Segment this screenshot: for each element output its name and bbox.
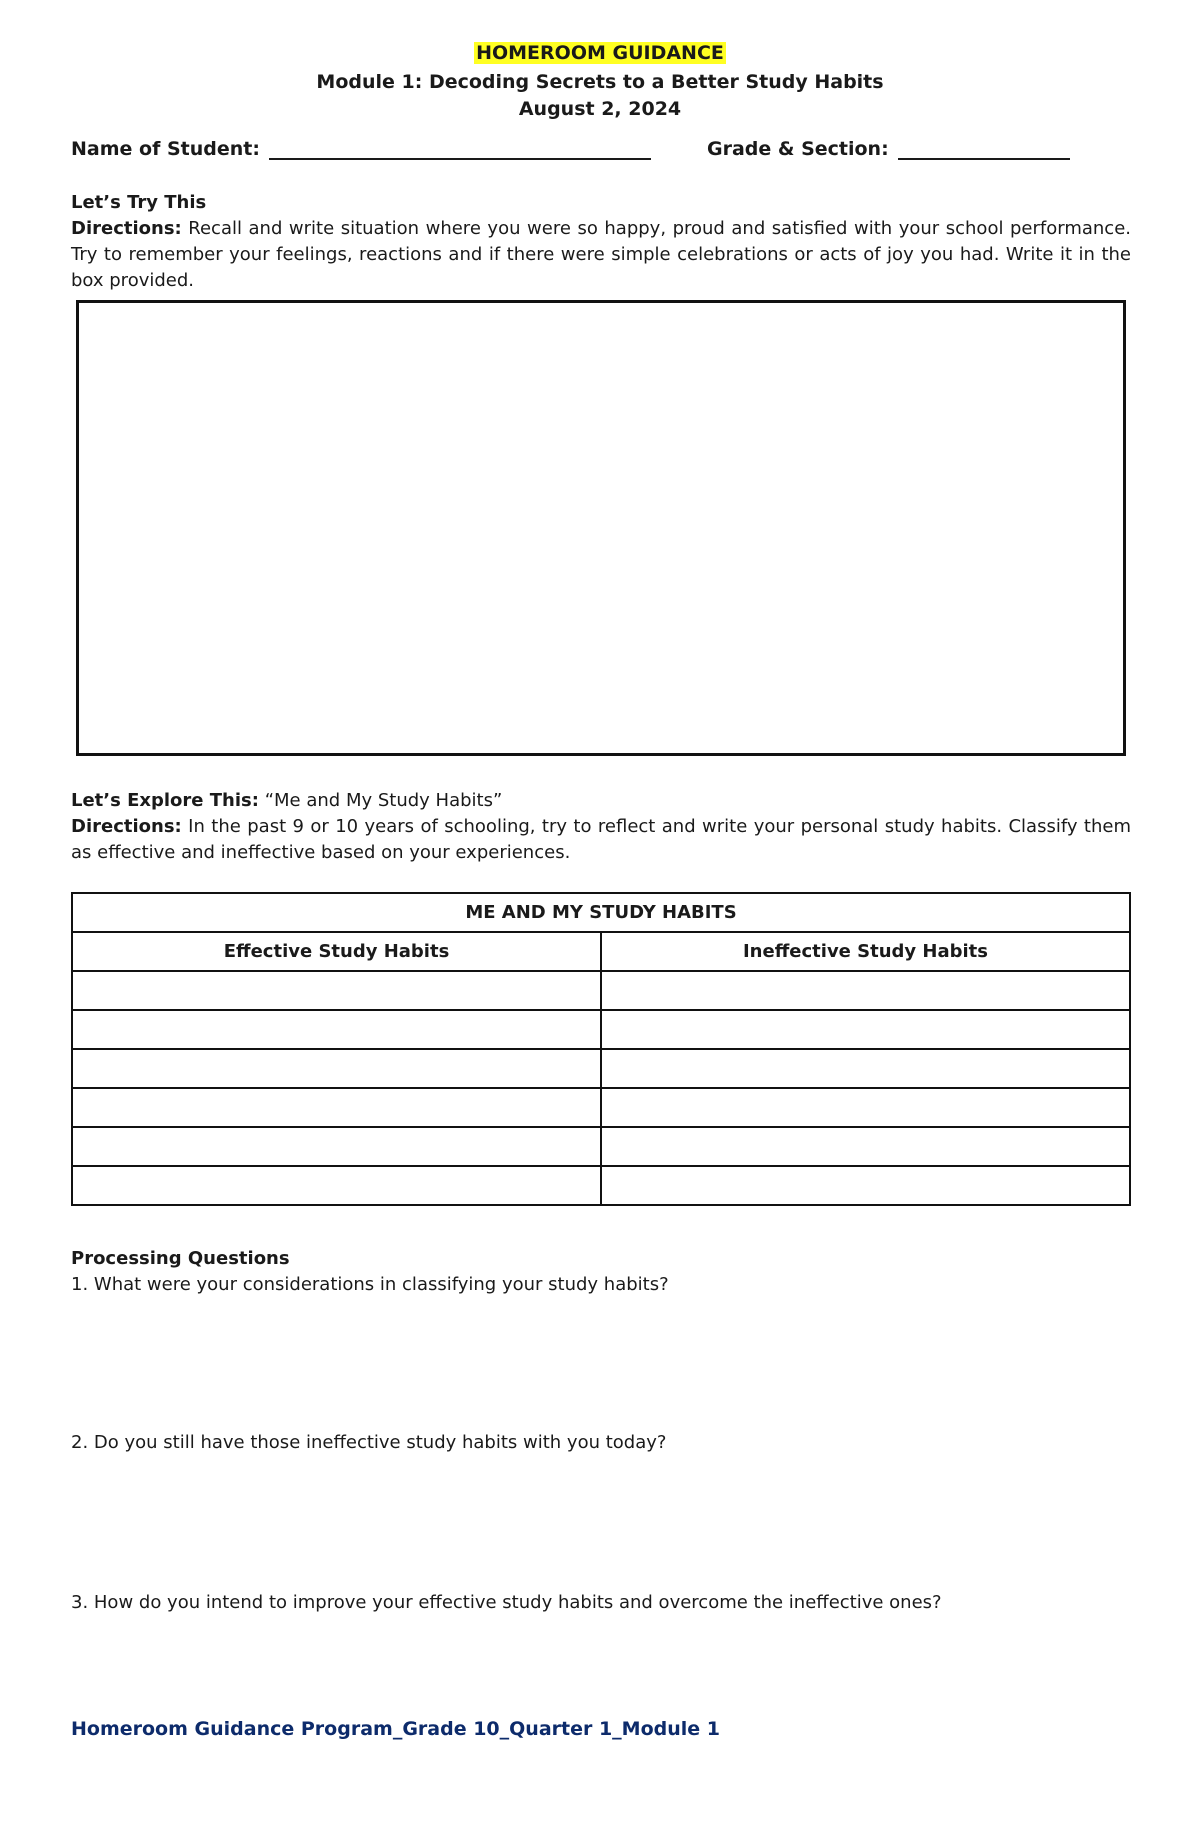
try-this-directions — [71, 216, 1131, 294]
table-row — [72, 1049, 1130, 1088]
explore-heading — [71, 788, 1131, 814]
ineffective-cell[interactable] — [601, 1166, 1130, 1205]
effective-cell[interactable] — [72, 1010, 601, 1049]
try-this-heading: Let’s Try This — [71, 192, 207, 213]
table-row — [72, 1010, 1130, 1049]
ineffective-cell[interactable] — [601, 1088, 1130, 1127]
grade-label: Grade & Section: — [707, 138, 889, 160]
explore-heading-label: Let’s Explore This: — [71, 790, 259, 811]
directions-label: Directions: — [71, 218, 182, 239]
processing-question-1: 1. What were your considerations in classifying your study habits? — [71, 1274, 669, 1295]
name-field — [71, 138, 651, 160]
directions-text: Recall and write situation where you were so happy, proud and satisfied with your school performance. Try to remember your feelings, reactions and if there were simple celebrations or acts of joy you had. Write it in the box provided. — [71, 218, 1131, 291]
page-title — [0, 42, 1200, 64]
processing-question-3: 3. How do you intend to improve your effective study habits and overcome the ineffective ones? — [71, 1592, 942, 1613]
study-habits-table — [71, 892, 1131, 1206]
footer-text: Homeroom Guidance Program_Grade 10_Quarter 1_Module 1 — [71, 1718, 721, 1740]
answer-box[interactable] — [76, 300, 1126, 756]
table-row — [72, 1088, 1130, 1127]
worksheet-date: August 2, 2024 — [518, 98, 682, 120]
table-row — [72, 1166, 1130, 1205]
explore-directions-label: Directions: — [71, 816, 182, 837]
column-header-effective: Effective Study Habits — [72, 932, 601, 971]
effective-cell[interactable] — [72, 1088, 601, 1127]
explore-heading-text: “Me and My Study Habits” — [264, 790, 503, 811]
name-label: Name of Student: — [71, 138, 260, 160]
effective-cell[interactable] — [72, 1049, 601, 1088]
table-title: ME AND MY STUDY HABITS — [72, 893, 1130, 932]
ineffective-cell[interactable] — [601, 1049, 1130, 1088]
name-input-line[interactable] — [269, 138, 651, 160]
grade-field — [707, 138, 1070, 160]
explore-directions-text: In the past 9 or 10 years of schooling, try to reflect and write your personal study habits. Classify them as effective and ineffective based on your experiences. — [71, 816, 1131, 863]
column-header-ineffective: Ineffective Study Habits — [601, 932, 1130, 971]
grade-input-line[interactable] — [898, 138, 1070, 160]
effective-cell[interactable] — [72, 1127, 601, 1166]
ineffective-cell[interactable] — [601, 1010, 1130, 1049]
title-highlight: HOMEROOM GUIDANCE — [476, 42, 724, 64]
processing-question-2: 2. Do you still have those ineffective study habits with you today? — [71, 1432, 667, 1453]
ineffective-cell[interactable] — [601, 1127, 1130, 1166]
ineffective-cell[interactable] — [601, 971, 1130, 1010]
table-row — [72, 971, 1130, 1010]
processing-heading: Processing Questions — [71, 1248, 290, 1269]
effective-cell[interactable] — [72, 1166, 601, 1205]
module-subtitle: Module 1: Decoding Secrets to a Better Study Habits — [316, 71, 884, 93]
explore-directions — [71, 814, 1131, 866]
table-row — [72, 1127, 1130, 1166]
effective-cell[interactable] — [72, 971, 601, 1010]
